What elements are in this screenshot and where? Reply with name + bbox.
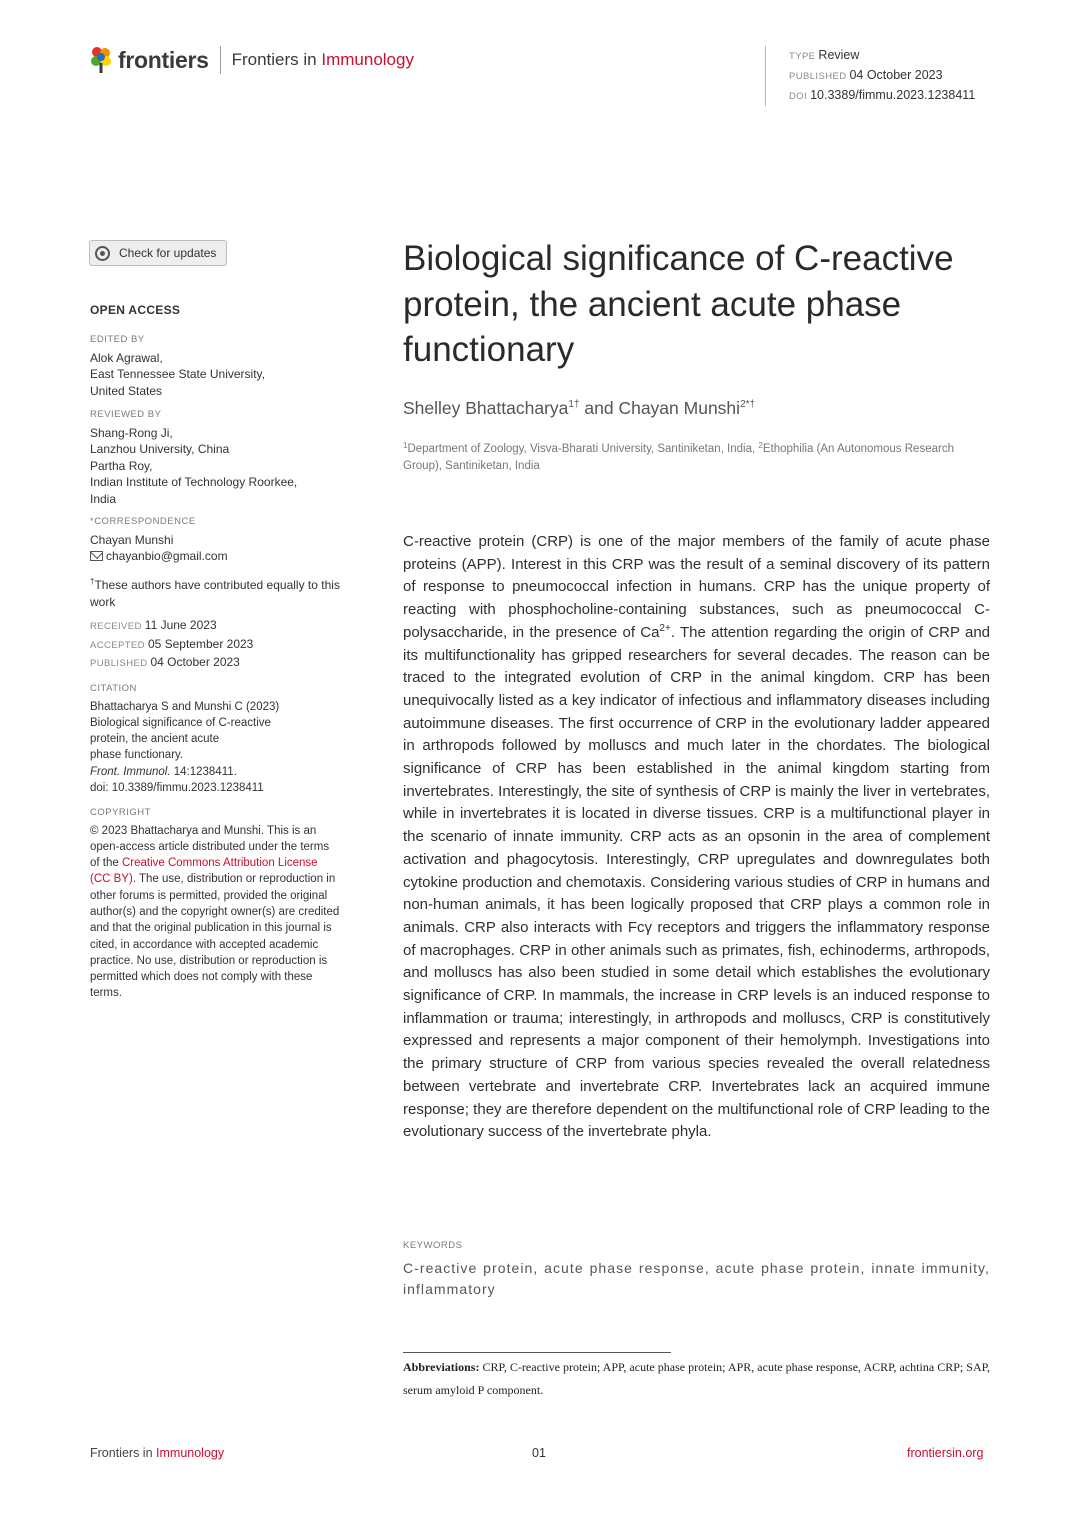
footer-site-link[interactable]: frontiersin.org xyxy=(907,1446,984,1460)
frontiers-logo[interactable] xyxy=(90,44,414,76)
reviewed-by-section: REVIEWED BY Shang-Rong Ji, Lanzhou University, China Partha Roy, Indian Institute of Technology Roorkee, India xyxy=(90,409,298,506)
journal-name: Immunology xyxy=(321,50,414,69)
abbreviations-footnote: Abbreviations: CRP, C-reactive protein; APP, acute phase protein; APR, acute phase response, ACRP, achtina CRP; SAP, serum amyloid P component. xyxy=(403,1360,990,1397)
update-icon xyxy=(95,246,110,261)
footer-journal: Frontiers in Immunology xyxy=(90,1446,225,1460)
brand-name: frontiers xyxy=(118,46,209,73)
edited-by-section: EDITED BY Alok Agrawal, East Tennessee State University, United States xyxy=(90,334,265,398)
article-published: PUBLISHED 04 October 2023 xyxy=(789,68,943,82)
article-meta xyxy=(765,46,975,106)
author-list: Shelley Bhattacharya$^{1\dagger}$ and Chayan Munshi$^{2*\dagger}$ xyxy=(403,398,756,418)
correspondence-email[interactable]: chayanbio@gmail.com xyxy=(90,548,345,565)
envelope-icon xyxy=(90,551,103,561)
affiliations: $^1$Department of Zoology, Visva-Bharati University, Santiniketan, India, $^2$Ethophilia (An Autonomous Research Group), Santiniketan, India xyxy=(403,441,954,472)
check-for-updates-button[interactable]: Check for updates xyxy=(89,240,227,266)
equal-contribution-note: †These authors have contributed equally to this work xyxy=(90,577,340,609)
correspondence-name: Chayan Munshi xyxy=(90,532,174,547)
author-name[interactable]: Shelley Bhattacharya xyxy=(403,398,569,418)
author-name[interactable]: Chayan Munshi xyxy=(618,398,741,418)
correspondence-section: *CORRESPONDENCE Chayan Munshi chayanbio@gmail.com xyxy=(90,514,345,565)
citation-doi[interactable]: doi: 10.3389/fimmu.2023.1238411 xyxy=(90,781,264,794)
footnote-divider xyxy=(403,1352,671,1353)
frontiers-leaf-icon xyxy=(90,46,112,74)
citation-section: CITATION Bhattacharya S and Munshi C (2023) Biological significance of C-reactive protein, the ancient acute phase functionary. Front. Immunol. 14:1238411. doi: 10.3389/fimmu.2023.1238411 xyxy=(90,681,345,796)
journal-title: Frontiers in Immunology xyxy=(231,50,414,69)
keywords-heading: KEYWORDS xyxy=(403,1240,463,1251)
article-doi[interactable]: DOI 10.3389/fimmu.2023.1238411 xyxy=(789,88,976,102)
accepted-date: ACCEPTED 05 September 2023 xyxy=(90,636,254,651)
published-date: PUBLISHED 04 October 2023 xyxy=(90,655,240,669)
cc-by-license-link[interactable]: Creative Commons Attribution License (CC BY) xyxy=(90,857,318,886)
dates-section xyxy=(90,617,345,673)
logo-divider xyxy=(220,46,221,74)
open-access-label: OPEN ACCESS xyxy=(90,303,181,317)
keywords-list: C-reactive protein, acute phase response, acute phase protein, innate immunity, inflammatory xyxy=(403,1260,990,1297)
abstract-text: C-reactive protein (CRP) is one of the major members of the family of acute phase proteins (APP). Interest in this CRP was the result of a seminal discovery of its pattern of response to pneumococcal infection in humans. CRP has the unique property of reacting with phosphocholine-containing substances, such as pneumococcal C-polysaccharide, in the presence of $Ca^{2+}$. The attention regarding the origin of CRP and its multifunctionality has gripped researchers for several decades. The reason can be traced to the integrated evolution of CRP in the animal kingdom. CRP has been unequivocally listed as a key indicator of infectious and inflammatory diseases including autoimmune diseases. The first occurrence of CRP in the evolutionary ladder appeared in arthropods followed by molluscs and much later in the chordates. The biological significance of CRP has been established in the animal kingdom starting from invertebrates. Interestingly, the site of synthesis of CRP is mainly the liver in vertebrates, while in invertebrates it is located in diverse tissues. CRP is a multifunctional player in the scenario of innate immunity. CRP acts as an opsonin in the area of complement activation and phagocytosis. Interestingly, CRP upregulates and downregulates both cytokine production and chemotaxis. Considering various studies of CRP in humans and non-human animals, it has been logically proposed that CRP plays a common role in animals. CRP also interacts with Fcγ receptors and triggers the inflammatory response of macrophages. CRP in other animals such as primates, fish, echinoderms, arthropods, and molluscs has also been studied in some detail which establishes the evolutionary significance of CRP. In mammals, the increase in CRP levels is an induced response to inflammation or trauma; interestingly, in arthropods and molluscs, CRP is constitutively expressed and represents a major component of their hemolymph. Investigations into the primary structure of CRP from various species revealed the overall relatedness between vertebrate and invertebrate CRP. Invertebrates lack an acquired immune response; they are therefore dependent on the multifunctional role of CRP leading to the evolutionary success of the invertebrate phyla. xyxy=(403,533,991,1141)
page-number: 01 xyxy=(532,1446,546,1460)
article-title: Biological significance of C-reactive protein, the ancient acute phase functionary xyxy=(403,239,954,369)
article-type: TYPE Review xyxy=(789,48,860,62)
received-date: RECEIVED 11 June 2023 xyxy=(90,618,217,632)
copyright-section: COPYRIGHT © 2023 Bhattacharya and Munshi. This is an open-access article distributed under the terms of the Creative Commons Attribution License (CC BY). The use, distribution or reproduction in other forums is permitted, provided the original author(s) and the copyright owner(s) are credited and that the original publication in this journal is cited, in accordance with accepted academic practice. No use, distribution or reproduction is permitted which does not comply with these terms. xyxy=(90,807,340,1000)
